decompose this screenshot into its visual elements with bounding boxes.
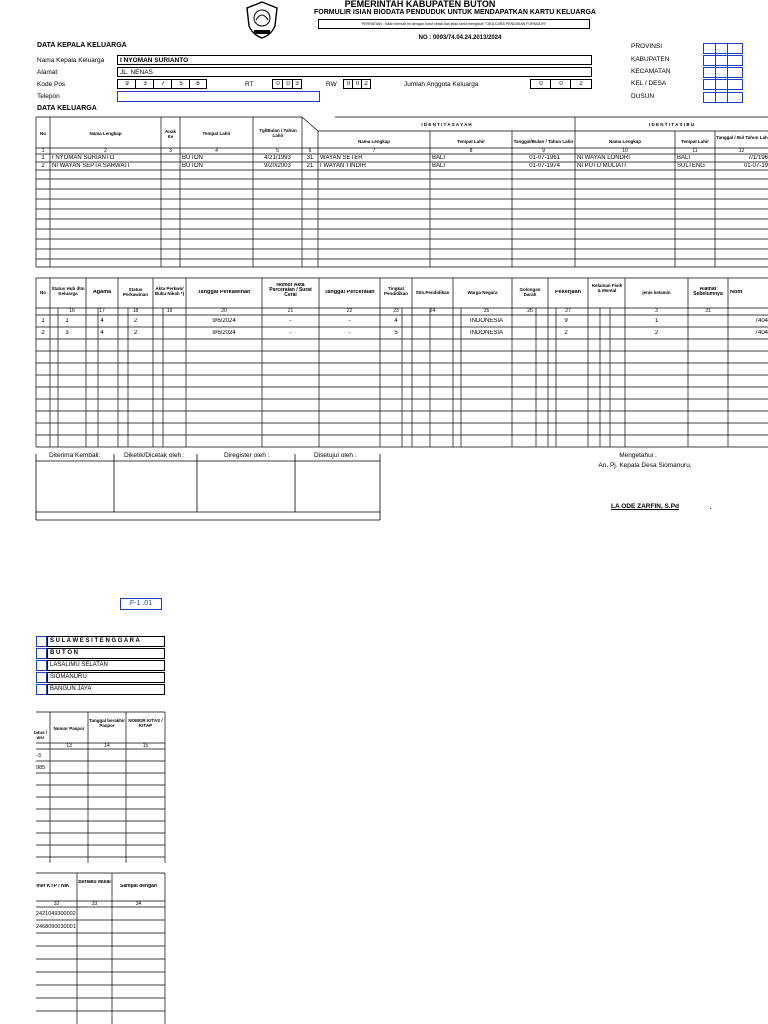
col-number: 22 — [346, 308, 353, 314]
col-number: 9 — [542, 148, 545, 154]
region-hamlet — [47, 684, 165, 695]
t3-header-kitas: NOMOR KITAS / KITAP — [128, 718, 163, 728]
notice-text: PERHATIAN : Isilah formulir ini dengan huruf cetak dan jelas serta mengikuti "TATA CARA PENGISIAN FORMULIR" — [361, 22, 547, 26]
details-table-grid — [0, 270, 768, 450]
position-label: An. Pj. Kepala Desa Siomanuru, — [598, 462, 692, 469]
region-checkbox[interactable] — [36, 648, 47, 659]
col-number: 25 — [483, 308, 490, 314]
family-section-title: DATA KELUARGA — [37, 105, 97, 112]
father-birthdate-header: Tanggal/Bulan / Tahun Lahir — [513, 139, 574, 144]
approved-label: Disetujui oleh : — [314, 452, 357, 459]
region-province-value: S U L A W E S I T E N G G A R A — [50, 638, 140, 644]
signature-dot — [710, 508, 711, 509]
col-number: 2 — [104, 148, 107, 154]
t3-header-passport-valid: Tanggal berakhir Paspor — [89, 718, 125, 728]
fam-header-birthplace: Tempat Lahir — [202, 131, 231, 136]
t4-header-valid-to: Sampai dengan — [120, 884, 157, 889]
t2-row-job: 2 — [564, 330, 568, 336]
region-district-value: LASALIMU SELATAN — [50, 662, 108, 668]
col-number: 8 — [469, 148, 473, 154]
t2-row-relation: 3 — [65, 330, 69, 336]
postal-digit: 6 — [196, 81, 200, 87]
t2-row-marriage-date: 9/6/2024 — [212, 318, 236, 324]
region-checkbox[interactable] — [36, 684, 47, 695]
t2-header-education: Tingkat Pendidikan — [383, 286, 408, 296]
printed-label: Diketik/Dicetak oleh : — [124, 452, 185, 459]
members-digit: 0 — [559, 81, 563, 87]
row-birthdate: 9/20/2003 — [264, 163, 291, 169]
region-village — [47, 672, 165, 683]
row-mother-name: NI WAYAN LONDRI — [577, 155, 630, 161]
signature-grid — [0, 450, 390, 525]
address-label: Alamat — [37, 69, 58, 76]
t2-header-divorce-date: Tanggal Perceraian — [324, 290, 375, 295]
father-name-header: Nama Lengkap — [357, 139, 390, 144]
mother-group-header: I D E N T I T A S I B U — [649, 122, 694, 127]
row-age: 21 — [306, 163, 314, 169]
t2-row-divorce-cert: - — [289, 318, 292, 324]
col-number: 3 — [169, 148, 172, 154]
members-digit: 2 — [579, 81, 583, 87]
rt-digit: 0 — [276, 81, 280, 87]
col-number: 21 — [287, 308, 294, 314]
rw-digit: 0 — [346, 81, 351, 87]
t4-row-ktp: 2468090030001 — [36, 924, 76, 930]
t2-row-marital: 2 — [133, 318, 138, 324]
col-number: 34 — [135, 901, 142, 907]
t2-header-no: No — [40, 290, 46, 295]
t2-header-disability: Kelainan Fisik & Mental — [591, 283, 623, 293]
postal-digit: 9 — [125, 81, 129, 87]
t4-row-ktp: 2421049300002 — [36, 911, 76, 917]
mother-birthdate-header: Tanggal / Bul Tahun Lah — [716, 135, 768, 140]
t2-header-blood: Golongan Darah — [519, 287, 541, 297]
mother-birthplace-header: Tempat Lahir — [681, 139, 709, 144]
t2-row-no: 1 — [41, 318, 45, 324]
received-label: Diterima Kembali: — [49, 452, 101, 459]
rt-digit: 3 — [295, 81, 299, 87]
rt-digit: 0 — [286, 81, 290, 87]
t2-header-religion: Agama — [92, 290, 112, 295]
t2-row-sex: 2 — [654, 330, 659, 336]
head-name-value: I NYOMAN SURIANTO — [120, 57, 189, 64]
registered-label: Diregister oleh : — [224, 452, 270, 459]
rt-label: RT — [245, 81, 254, 88]
col-number: 5 — [276, 148, 279, 154]
rw-digit: 0 — [355, 81, 360, 87]
region-checkbox[interactable] — [36, 672, 47, 683]
col-number: 6 — [308, 148, 312, 154]
t2-header-sex: jenis kelamin — [642, 290, 671, 295]
col-number: 16 — [69, 308, 75, 314]
t2-header-citizenship: Warga Negara — [467, 290, 498, 295]
ktp-table-grid — [0, 870, 170, 1024]
row-father-birthdate: 01-07-1974 — [529, 163, 560, 169]
acknowledged-label: Mengetahui : — [619, 452, 657, 459]
col-number: 32 — [53, 901, 60, 907]
col-number: 1 — [41, 148, 45, 154]
col-number: 7 — [372, 148, 376, 154]
official-name: LA ODE ZARFIN, S.Pd — [611, 503, 680, 510]
form-code-box — [120, 598, 162, 610]
t2-header-divorce-cert: Nomor Akta Perceraian / Surat Cerai — [269, 283, 312, 298]
row-mother-name: NI PUTU MULIATI — [577, 163, 626, 169]
rw-digit: 2 — [364, 81, 368, 87]
t3-header-passport: Nomor Paspor — [53, 726, 85, 731]
t2-row-education: 4 — [394, 318, 398, 324]
region-checkbox[interactable] — [36, 660, 47, 671]
col-number: 33 — [91, 901, 98, 907]
t2-row-marital: 2 — [133, 330, 138, 336]
postal-digit: 5 — [179, 81, 183, 87]
t3-row-cut: 985 — [36, 765, 46, 771]
row-mother-birthdate: 01-07-19 — [743, 163, 768, 169]
row-no: 1 — [41, 155, 45, 161]
t3-row-cut: -3 — [36, 753, 41, 759]
t2-header-marriage-date: Tanggal Perkawinan — [197, 290, 251, 295]
district-label: KECAMATAN — [631, 68, 671, 75]
t2-row-job: 9 — [564, 318, 568, 324]
t2-row-citizenship: INDONESIA — [469, 318, 503, 324]
col-number: 14 — [104, 743, 110, 749]
t2-row-nom: 7404 — [754, 318, 768, 324]
t2-row-divorce-date: - — [348, 330, 351, 336]
col-number: 20 — [221, 308, 227, 314]
postal-label: Kode Pos — [37, 81, 66, 88]
t2-row-divorce-date: - — [348, 318, 351, 324]
village-label: KEL / DESA — [631, 80, 667, 87]
t2-row-nom: 7404 — [754, 330, 768, 336]
t3-header-cut: tatus / wsr — [33, 730, 48, 740]
col-number: 12 — [738, 148, 745, 154]
region-hamlet-value: BANGUN JAYA — [50, 686, 92, 692]
t2-row-education: 5 — [394, 330, 398, 336]
col-number: 11 — [692, 148, 698, 154]
row-father-birthplace: BALI — [432, 163, 446, 169]
fam-header-birthdate: Tgl/Bulan / Tahun Lahir — [259, 128, 297, 138]
postal-digit: 3 — [143, 81, 147, 87]
fam-header-no: No — [40, 131, 46, 136]
row-father-birthplace: BALI — [432, 155, 446, 161]
father-birthplace-header: Tempat Lahir — [457, 139, 485, 144]
row-name: I NYOMAN SURIANTO — [52, 155, 115, 161]
members-label: Jumlah Anggota Keluarga — [404, 81, 479, 88]
col-number: 4 — [215, 148, 218, 154]
t2-row-marriage-date: 9/6/2024 — [212, 330, 236, 336]
row-age: 31 — [306, 155, 314, 161]
form-subtitle: FORMULIR ISIAN BIODATA PENDUDUK UNTUK MENDAPATKAN KARTU KELUARGA — [314, 9, 596, 16]
t2-header-edu-status: Stts.Pendidikan — [415, 290, 450, 295]
region-checkbox[interactable] — [36, 636, 47, 647]
t2-header-prev-address: Alamat Sebelumnya — [693, 287, 723, 297]
col-number: 15 — [142, 743, 149, 749]
row-mother-birthplace: SULTENG — [677, 163, 705, 169]
t2-row-divorce-cert: - — [289, 330, 292, 336]
head-section-title: DATA KEPALA KELUARGA — [37, 42, 127, 49]
t2-row-religion: 4 — [100, 318, 104, 324]
t2-header-job: Pekerjaan — [555, 290, 581, 295]
col-number: 10 — [622, 148, 628, 154]
col-number: 19 — [166, 308, 173, 314]
row-birthdate: 4/21/1993 — [264, 155, 291, 161]
region-regency-value: B U T O N — [50, 650, 78, 656]
col-number: 31 — [705, 308, 711, 314]
t2-row-no: 2 — [41, 330, 45, 336]
form-code: F-1 .01 — [129, 600, 153, 607]
hamlet-label: DUSUN — [631, 93, 655, 100]
address-value: JL. NENAS — [120, 69, 153, 76]
t2-header-marriage-cert: Akta Perkwn/ Buku Nikah *) — [154, 286, 185, 296]
region-regency — [47, 648, 165, 659]
phone-label: Telepon — [37, 93, 60, 100]
members-digit: 0 — [539, 81, 543, 87]
form-title: PEMERINTAH KABUPATEN BUTON — [344, 0, 496, 9]
row-father-name: I WAYAN TINDIH — [320, 163, 366, 169]
region-province — [47, 636, 165, 647]
t2-row-sex: 1 — [654, 318, 659, 324]
region-village-value: SIOMANURU — [50, 674, 87, 680]
row-mother-birthplace: BALI — [677, 155, 691, 161]
row-father-name: WAYAN SETER — [320, 155, 363, 161]
row-name: NI WAYAN SEPTA SARWATI — [52, 163, 130, 169]
t4-header-ktp: mer KTP / NIK — [36, 884, 70, 889]
postal-digit: 7 — [161, 81, 165, 87]
col-number: 23 — [393, 308, 399, 314]
col-number: 13 — [66, 743, 72, 749]
fam-header-name: Nama Lengkap — [89, 131, 122, 136]
col-number: 3 — [655, 308, 658, 314]
head-name-label: Nama Kepala Keluarga — [37, 57, 105, 64]
mother-name-header: Nama Lengkap — [608, 139, 641, 144]
row-mother-birthdate: 7/1/196 — [747, 155, 768, 161]
t2-header-relation: Status Hub dlm Keluarga — [51, 286, 85, 296]
col-number: 17 — [99, 308, 105, 314]
col-number: 27 — [565, 308, 571, 314]
t2-row-religion: 4 — [100, 330, 104, 336]
form-number: NO : 0093/74.04.24.2013/2024 — [418, 35, 502, 41]
row-birthplace: BUTON — [182, 155, 203, 161]
t2-row-citizenship: INDONESIA — [469, 330, 503, 336]
col-number: 18 — [132, 308, 139, 314]
t4-header-valid-from: Berlaku Mulai — [78, 880, 111, 885]
row-no: 2 — [41, 163, 45, 169]
father-group-header: I D E N T I T A S A Y A H — [421, 122, 472, 127]
t2-row-relation: 1 — [65, 318, 69, 324]
col-number: 24 — [429, 308, 436, 314]
col-number: 26 — [527, 308, 533, 314]
region-district — [47, 660, 165, 671]
row-birthplace: BUTON — [182, 163, 203, 169]
fam-header-child: Anak Ke — [164, 129, 176, 139]
row-father-birthdate: 01-07-1961 — [529, 155, 560, 161]
regency-label: KABUPATEN — [631, 56, 670, 63]
province-label: PROVINSI — [631, 43, 663, 50]
t2-header-nom: Nom — [730, 290, 743, 295]
rw-label: RW — [326, 81, 337, 88]
t2-header-marital: Status Perkawinan — [122, 287, 148, 297]
